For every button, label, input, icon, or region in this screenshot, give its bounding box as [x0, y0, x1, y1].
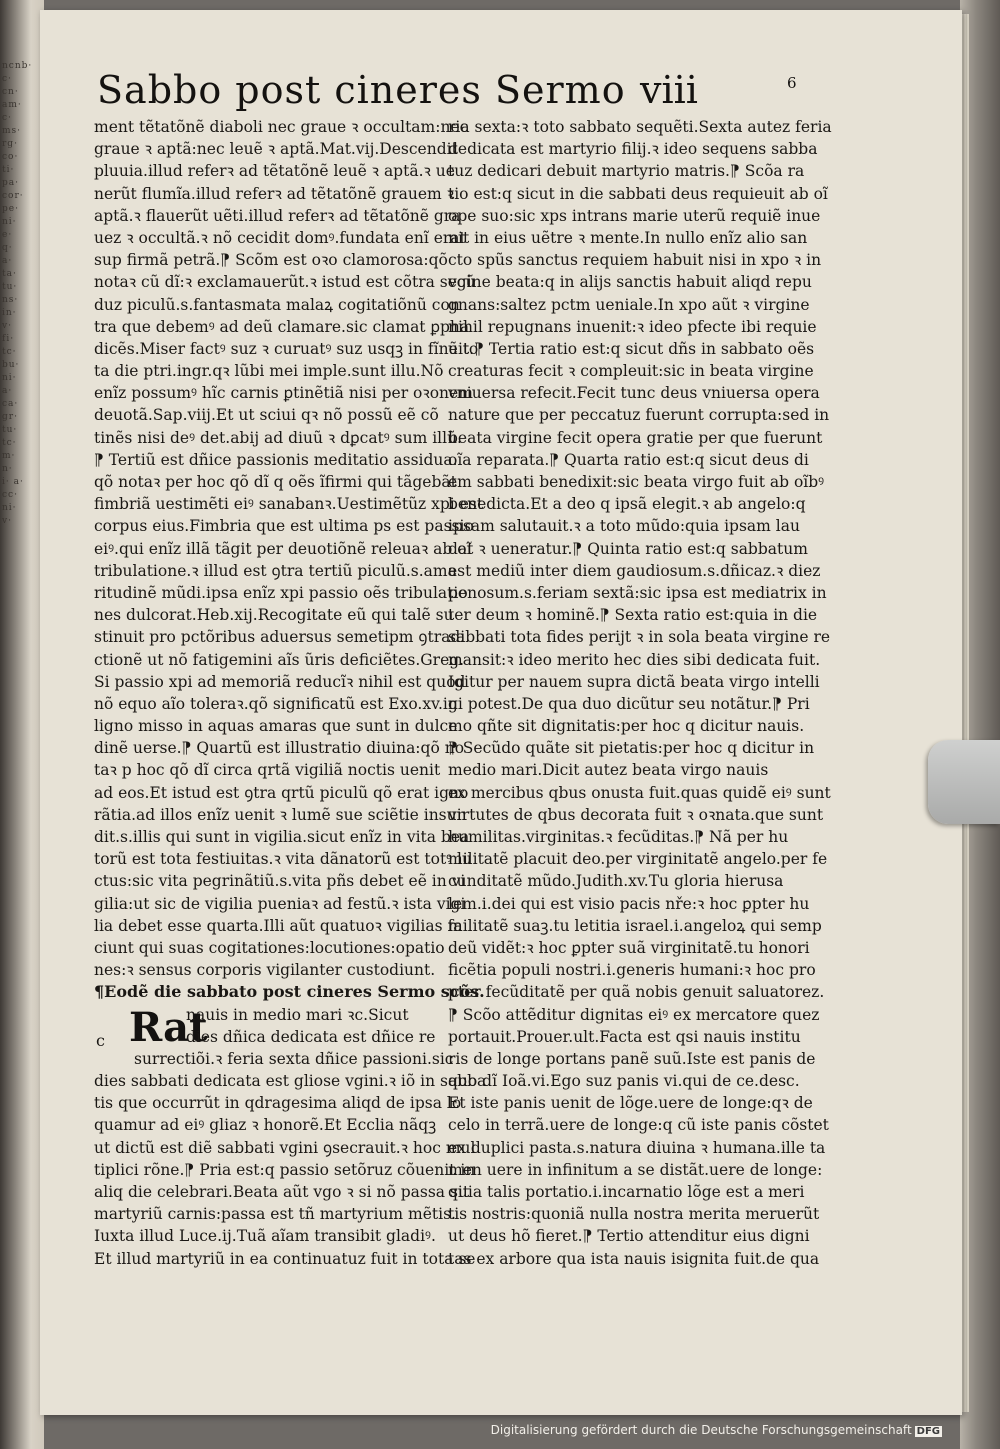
- text-line: ctus:sic vita pegrinãtiũ.s.vita pñs debet eẽ in vi: [94, 872, 466, 891]
- text-line: quia talis portatio.i.incarnatio lõge est a meri: [448, 1183, 805, 1201]
- text-line: tra que debemꝰ ad deũ clamare.sic clamat ꝑpha: [94, 317, 470, 336]
- text-line: ria sexta:ꝛ toto sabbato sequẽti.Sexta autez feria: [448, 118, 832, 136]
- text-line: nihil repugnans inuenit:ꝛ ideo pfecte ibi requie: [448, 317, 817, 336]
- text-line: aptã.ꝛ flauerũt uẽti.illud referꝛ ad tẽtatõnẽ gra: [94, 206, 461, 225]
- text-line: nature que per peccatuz fuerunt corrupta:sed in: [448, 406, 830, 425]
- text-line: militatẽ suaꝫ.tu letitia israel.i.angeloꝝ qui semp: [448, 916, 822, 935]
- text-line: Si passio xpi ad memoriã reducĩꝛ nihil est quod: [94, 672, 466, 691]
- text-line: torũ est tota festiuitas.ꝛ vita dãnatorũ est totꝰ lu: [94, 850, 472, 869]
- text-line: gi potest.De qua duo dicũtur seu notãtur.⁋ Pri: [448, 694, 810, 713]
- text-line: rãtia.ad illos enĩz uenit ꝛ lumẽ sue sciẽtie insun: [94, 805, 467, 824]
- text-line: virtutes de qbus decorata fuit ꝛ oꝛnata.que sunt: [448, 805, 824, 824]
- text-line: militatẽ placuit deo.per virginitatẽ angelo.per fe: [448, 850, 828, 869]
- text-line: gnans:saltez pctm ueniale.In xpo aũt ꝛ virgine: [448, 295, 810, 314]
- text-line: nerũt flumĩa.illud referꝛ ad tẽtatõnẽ grauem ꝛ: [94, 184, 455, 203]
- left-column-text: [94, 116, 484, 981]
- initial-letter: Rat: [129, 1003, 208, 1051]
- folio-number: 6: [787, 74, 797, 92]
- footer-text: Digitalisierung gefördert durch die Deutsche Forschungsgemeinschaft: [490, 1423, 912, 1437]
- sermon-rubric: ¶Eodẽ die sabbato post cineres Sermo scõs.: [94, 982, 485, 1002]
- text-line: ment tẽtatõnẽ diaboli nec graue ꝛ occultam:nec: [94, 118, 469, 136]
- text-line: enĩz possumꝰ hĩc carnis ꝑtinẽtiã nisi per oꝛonem: [94, 384, 473, 403]
- text-line: Et illud martyriũ in ea continuatuz fuit in tota se: [94, 1249, 476, 1268]
- text-line: qõ notaꝛ per hoc qõ dĩ q oẽs ĩfirmi qui tãgebãt: [94, 473, 457, 491]
- text-line: dinẽ uerse.⁋ Quartũ est illustratio diuina:qõ no: [94, 739, 465, 758]
- text-line: aliq die celebrari.Beata aũt vgo ꝛ si nõ passa sit: [94, 1183, 470, 1201]
- text-line: ta die ptri.ingr.qꝛ lũbi mei imple.sunt illu.Nõ: [94, 362, 444, 381]
- text-line: nõ equo aĩo toleraꝛ.qõ significatũ est Exo.xv.in: [94, 694, 458, 713]
- text-line: medio mari.Dicit autez beata virgo nauis: [448, 761, 769, 780]
- text-line: ex mercibus qbus onusta fuit.quas quidẽ eiꝰ sunt: [448, 783, 831, 802]
- text-line: Et iste panis uenit de lõge.uere de longe:qꝛ de: [448, 1094, 813, 1113]
- text-line: duz piculũ.s.fantasmata malaꝝ cogitatiõnũ con: [94, 295, 460, 314]
- left-column: [94, 116, 487, 1268]
- text-line: uit.⁋ Tertia ratio est:q sicut dñs in sabbato oẽs: [448, 339, 815, 358]
- header-sermon-number: viii: [640, 68, 698, 112]
- text-line: stinuit pro pctõribus aduersus semetipm ꝯtradi: [94, 628, 466, 647]
- text-line: ipsam salutauit.ꝛ a toto mũdo:quia ipsam lau: [448, 517, 800, 536]
- margin-letter: c: [96, 1030, 105, 1050]
- text-line: benedicta.Et a deo q ipsã elegit.ꝛ ab angelo:q: [448, 495, 806, 514]
- text-line: ter deum ꝛ hominẽ.⁋ Sexta ratio est:quia in die: [448, 606, 818, 625]
- text-line: nes:ꝛ sensus corporis vigilanter custodiunt.: [94, 961, 436, 980]
- text-line: ris de longe portans panẽ suũ.Iste est panis de: [448, 1049, 816, 1068]
- text-line: deuotã.Sap.viij.Et ut sciui qꝛ nõ possũ eẽ cõ: [94, 406, 439, 425]
- text-line: corpus eius.Fimbria que est ultima ps est passio: [94, 517, 474, 536]
- header-left: Sabbo post cineres: [97, 68, 482, 112]
- text-line: surrectiõi.ꝛ feria sexta dñice passioni.sic: [134, 1049, 454, 1068]
- initial-text: [94, 1004, 487, 1270]
- text-line: ut deus hõ fieret.⁋ Tertio attenditur eius digni: [448, 1227, 810, 1246]
- text-line: Iuxta illud Luce.ij.Tuã aĩam transibit gladiꝰ.: [94, 1227, 436, 1246]
- text-line: sabbati tota fides perijt ꝛ in sola beata virgine re: [448, 628, 831, 647]
- text-line: oĩa reparata.⁋ Quarta ratio est:q sicut deus di: [448, 450, 809, 469]
- text-line: sup firmã petrã.⁋ Scõm est oꝛo clamorosa:qõ: [94, 251, 448, 270]
- book-binding: [0, 0, 44, 1449]
- text-line: ⁋ Scõo attẽditur dignitas eiꝰ ex mercatore quez: [448, 1005, 820, 1024]
- text-line: pluuia.illud referꝛ ad tẽtatõnẽ leuẽ ꝛ aptã.ꝛ ue: [94, 162, 455, 181]
- text-line: ⁋ Secũdo quãte sit pietatis:per hoc q dicitur in: [448, 739, 815, 758]
- text-line: martyriũ carnis:passa est tñ martyrium mẽtis.: [94, 1205, 456, 1224]
- text-line: penosum.s.feriam sextã:sic ipsa est mediatrix in: [448, 583, 827, 602]
- header-sermo: Sermo: [495, 68, 626, 112]
- text-line: pter fecũditatẽ per quã nobis genuit saluatorez.: [448, 983, 825, 1002]
- text-line: vniuersa refecit.Fecit tunc deus vniuersa opera: [448, 384, 820, 403]
- text-line: dat ꝛ ueneratur.⁋ Quinta ratio est:q sabbatum: [448, 539, 808, 558]
- text-line: em sabbati benedixit:sic beata virgo fuit ab oĩbꝰ: [448, 473, 825, 491]
- text-line: creaturas fecit ꝛ compleuit:sic in beata virgine: [448, 362, 814, 381]
- text-line: fimbriã uestimẽti eiꝰ sanabanꝛ.Uestimẽtũz xpi est: [94, 495, 484, 514]
- text-line: gilia:ut sic de vigilia pueniaꝛ ad festũ.ꝛ ista vigi: [94, 894, 466, 913]
- text-line: tis que occurrũt in qdragesima aliqd de ipsa lo: [94, 1094, 462, 1113]
- text-line: men uere in infinitum a se distãt.uere de longe:: [448, 1160, 823, 1179]
- text-line: celo in terrã.uere de longe:q cũ iste panis cõstet: [448, 1116, 829, 1135]
- text-line: tiplici rõne.⁋ Pria est:q passio setõruz cõuenit in: [94, 1160, 476, 1179]
- text-line: ⁋ Tertiũ est dñice passionis meditatio assidua.: [94, 450, 458, 469]
- text-line: quamur ad eiꝰ gliaz ꝛ honorẽ.Et Ecclia nãqꝫ: [94, 1116, 437, 1135]
- text-line: dedicata est martyrio filij.ꝛ ideo sequens sabba: [448, 140, 818, 159]
- digitization-footer: [491, 1423, 942, 1437]
- text-line: lia debet esse quarta.Illi aũt quatuoꝛ vigilias fa: [94, 916, 463, 935]
- initial-block: [94, 1003, 487, 1268]
- text-line: ope suo:sic xps intrans marie uterũ requiẽ inue: [448, 206, 821, 225]
- text-line: tis nostris:quoniã nulla nostra merita meruerũt: [448, 1205, 820, 1224]
- running-header: [90, 68, 810, 118]
- text-line: ritudinẽ mũdi.ipsa enĩz xpi passio oẽs tribulatio: [94, 583, 468, 602]
- text-line: ex duplici pasta.s.natura diuina ꝛ humana.ille ta: [448, 1138, 826, 1157]
- dfg-logo: DFG: [916, 1426, 940, 1437]
- text-line: lem.i.dei qui est visio pacis nře:ꝛ hoc ꝑpter hu: [448, 894, 810, 913]
- text-line: eiꝰ.qui enĩz illã tãgit per deuotiõnẽ releuaꝛ ab oĩ: [94, 539, 472, 558]
- text-line: vgine beata:q in alijs sanctis habuit aliqd repu: [448, 273, 812, 292]
- text-line: dies dñica dedicata est dñice re: [186, 1027, 436, 1046]
- text-line: portauit.Prouer.ult.Facta est qsi nauis institu: [448, 1027, 801, 1046]
- text-line: mo qñte sit dignitatis:per hoc q dicitur nauis.: [448, 717, 805, 736]
- text-line: humilitas.virginitas.ꝛ fecũditas.⁋ Nã per hu: [448, 828, 789, 846]
- text-line: quo dĩ Ioã.vi.Ego suz panis vi.qui de ce.desc.: [448, 1072, 800, 1091]
- text-line: ligno misso in aquas amaras que sunt in dulce: [94, 717, 458, 736]
- text-line: tuz dedicari debuit martyrio matris.⁋ Scõa ra: [448, 162, 805, 181]
- text-line: tinẽs nisi deꝰ det.abij ad diuũ ꝛ dꝑcatꝰ sum illũ.: [94, 428, 462, 447]
- text-line: tribulatione.ꝛ illud est ꝯtra tertiũ piculũ.s.ama: [94, 561, 457, 580]
- text-line: tio est:q sicut in die sabbati deus requieuit ab oĩ: [448, 184, 828, 203]
- book-clasp: [928, 740, 1000, 824]
- text-line: Igitur per nauem supra dictã beata virgo intelli: [448, 672, 820, 691]
- text-line: est mediũ inter diem gaudiosum.s.dñicaz.ꝛ diez: [448, 561, 821, 580]
- text-line: deũ vidẽt:ꝛ hoc ꝑpter suã virginitatẽ.tu honori: [448, 938, 810, 957]
- text-line: dicẽs.Miser factꝰ suz ꝛ curuatꝰ suz usqꝫ in fĩnẽ to: [94, 339, 479, 358]
- text-line: notaꝛ cũ dĩ:ꝛ exclamauerũt.ꝛ istud est cõtra secũ: [94, 273, 476, 292]
- text-line: dies sabbati dedicata est gliose vgini.ꝛ iõ in sabba: [94, 1072, 487, 1091]
- text-line: tas ex arbore qua ista nauis isignita fuit.de qua: [448, 1249, 820, 1268]
- text-line: ficẽtia populi nostri.i.generis humani:ꝛ hoc pro: [448, 961, 816, 980]
- text-line: ctionẽ ut nõ fatigemini aĩs ũris deficiẽtes.Greg.: [94, 650, 465, 669]
- right-column-text: [448, 116, 832, 1270]
- text-line: ad eos.Et istud est ꝯtra qrtũ piculũ qõ erat igno: [94, 783, 469, 802]
- binding-text: ncnb· c· cn· am· c· ms· rg· co· ti· pa· cor· pe· ni· e· q· a· ta· tu· ns· in· v· fi· tc· bu· ni· a· ca· gr· tu· tc· m· n· i· a· cc· ni· v·: [2, 61, 33, 526]
- text-line: nes dulcorat.Heb.xij.Recogitate eũ qui talẽ su: [94, 606, 454, 625]
- text-line: beata virgine fecit opera gratie per que fuerunt: [448, 428, 823, 447]
- text-line: mansit:ꝛ ideo merito hec dies sibi dedicata fuit.: [448, 650, 821, 669]
- text-line: uez ꝛ occultã.ꝛ nõ cecidit domꝰ.fundata enĩ erat: [94, 228, 466, 247]
- right-column: [448, 116, 832, 1270]
- text-line: nit in eius uẽtre ꝛ mente.In nullo enĩz alio san: [448, 228, 808, 247]
- text-line: taꝛ p hoc qõ dĩ circa qrtã vigiliã noctis uenit: [94, 761, 441, 780]
- text-line: graue ꝛ aptã:nec leuẽ ꝛ aptã.Mat.vij.Descendit: [94, 140, 458, 159]
- left-column-text-after: [94, 1070, 487, 1270]
- text-line: ciunt qui suas cogitationes:locutiones:opatio: [94, 938, 445, 957]
- text-line: ut dictũ est diẽ sabbati vgini ꝯsecrauit.ꝛ hoc mul: [94, 1138, 476, 1157]
- text-line: nauis in medio mari ꝛc.Sicut: [186, 1005, 409, 1024]
- text-line: cunditatẽ mũdo.Judith.xv.Tu gloria hierusa: [448, 872, 784, 891]
- text-line: dit.s.illis qui sunt in vigilia.sicut enĩz in vita bea: [94, 828, 470, 846]
- text-line: cto spũs sanctus requiem habuit nisi in xpo ꝛ in: [448, 251, 822, 270]
